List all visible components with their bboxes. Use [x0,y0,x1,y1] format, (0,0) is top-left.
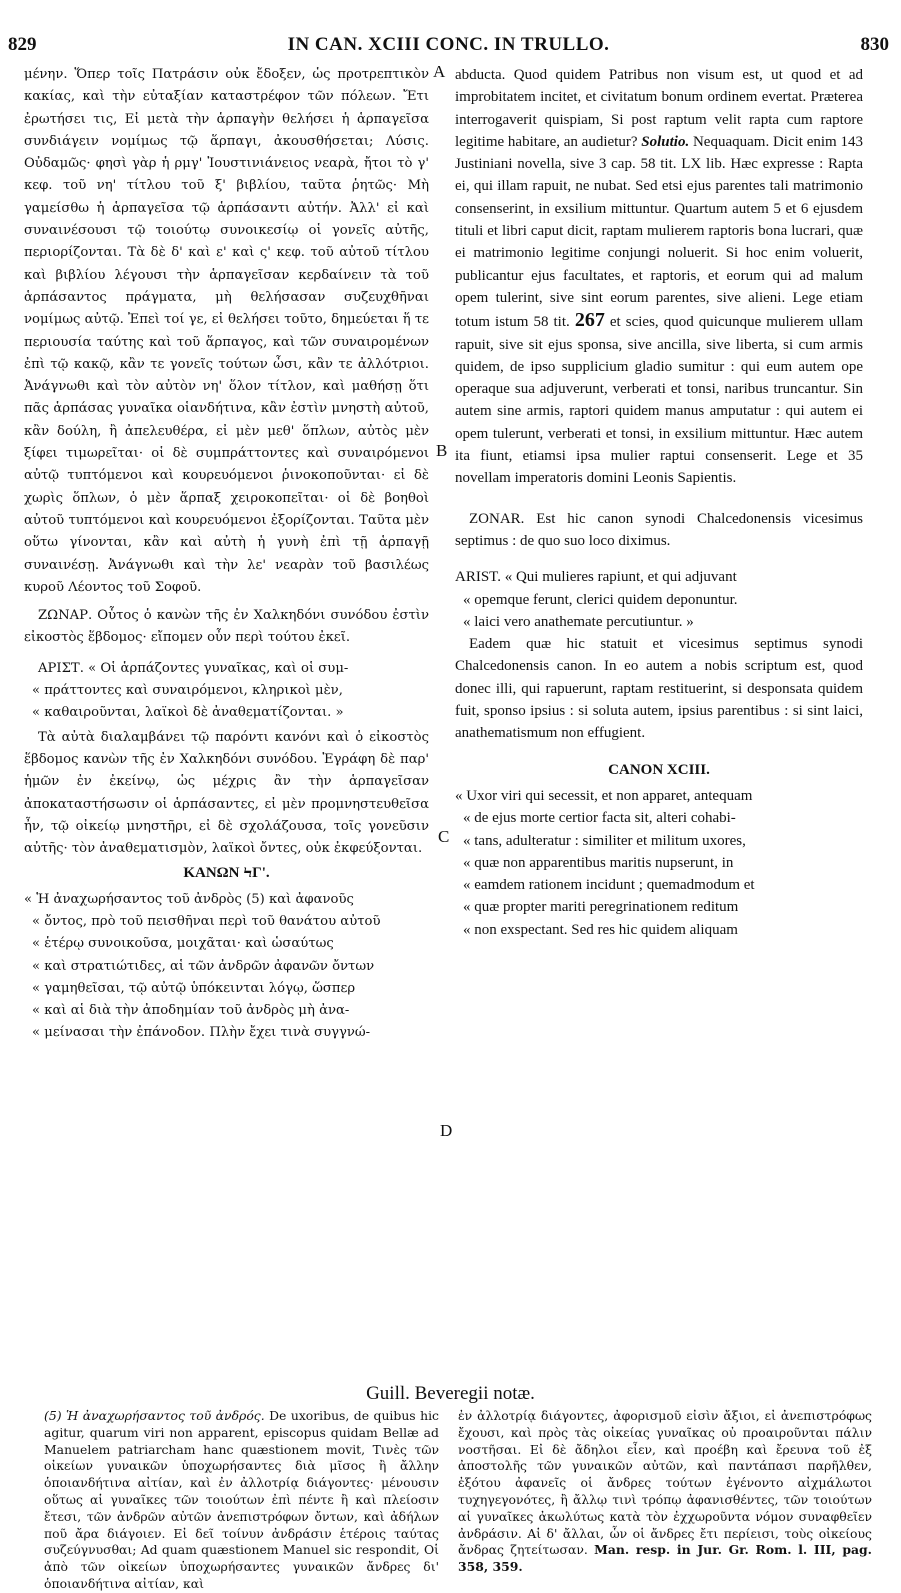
page-number-right: 830 [860,34,889,55]
latin-canon-line: « quæ propter mariti peregrinationem reditum [463,899,739,916]
latin-commentary-part-2: Nequaquam. Dicit enim 143 Justiniani novella, sive 3 cap. 58 tit. LX lib. Hæc expresse : Rapta ei, qui illam rapuit, ne nubat. Sed etsi ejus parentes tali matrimonio consenserint, in exsilium mittuntur. Quartum autem 5 et 6 ejusdem tituli et libri caput dicit, raptam mulierem raptoris bona lucrari, quæ ei matrimonio legitime conjungi noluerit. Si hoc enim voluerit, publicantur ejus facultates, et raptoris, et eorum qui ad malum opem tulerint, sive sint eorum parentes, sive alieni. Lege etiam totum istum 58 tit. [455,133,863,331]
greek-aristenus-line: « πράττοντες καὶ συναιρόμενοι, κληρικοὶ μὲν, [32,683,343,699]
greek-aristenus-commentary: Τὰ αὐτὰ διαλαμβάνει τῷ παρόντι κανόνι καὶ ὁ εἰκοστὸς ἕβδομος κανὼν τῆς ἐν Χαλκηδόνι συνόδου. Ἐγράφη δὲ παρ' ἡμῶν ἐν ἐκείνῳ, ὡς μέχρις ἂν τὴν ἁρπαγεῖσαν ἀποκαταστήσωσιν οἱ ἁρπάσαντες, εἰ μὲν προμνηστευθεῖσα ἦν, τῷ οἰκείῳ μνηστῆρι, εἰ δὲ σχολάζουσα, τοῖς γονεῦσιν αὐτῆς· τὸν ἀναθεματισμὸν, λαϊκοὶ ὄντες, οὐκ ἐκφεύξονται. [24,729,429,857]
notes-right-column [458,1408,872,1576]
latin-aristenus-line: « opemque ferunt, clerici quidem deponuntur. [463,591,738,608]
latin-canon-line: « Uxor viri qui secessit, et non apparet, antequam [455,787,753,804]
margin-letter-c: C [438,827,450,846]
solutio-label: Solutio. [641,133,690,150]
latin-commentary-part-1: abducta. Quod quidem Patribus non visum est, ut quod et ad improbitatem incitet, et civitatum bonum ordinem evertat. Præterea interrogaverit quispiam, Si post raptum velit rapta cum raptore legitime habitare, an audietur? [455,67,863,150]
latin-canon-line: « quæ non apparentibus maritis nupserunt, in [463,854,734,871]
inline-page-number: 267 [574,309,605,332]
note-label: (5) Ἡ ἀναχωρήσαντος τοῦ ἀνδρός. [44,1408,265,1423]
greek-commentary: μένην. Ὅπερ τοῖς Πατράσιν οὐκ ἔδοξεν, ὡς προτρεπτικὸν κακίας, καὶ τὴν εὐταξίαν καταστρέφον τῶν πόλεων. Ἔτι ἐρωτήσει τις, Εἰ μετὰ τὴν ἁρπαγὴν θελήσει ἡ ἁρπαγεῖσα συνδιάγειν νομίμως τῷ ἅρπαγι, ἀκουσθήσεται; Λύσις. Οὐδαμῶς· φησὶ γὰρ ἡ ρμγ' Ἰουστινιάνειος νεαρὰ, ἤτοι τὸ γ' κεφ. τοῦ νη' τίτλου τοῦ ξ' βιβλίου, ταῦτα ῥητῶς· Μὴ γαμείσθω ἡ ἁρπαγεῖσα τῷ ἁρπάσαντι αὐτήν. Ἀλλ' εἰ καὶ συναινέσουσι τῷ τοιούτῳ συνοικεσίῳ οἱ γονεῖς αὐτῆς, περιορίζονται. Τὰ δὲ δ' καὶ ε' καὶ ς' κεφ. τοῦ αὐτοῦ τίτλου καὶ βιβλίου λέγουσι τὴν ἁρπαγεῖσαν κερδαίνειν τὰ τοῦ ἁρπάσαντος πράγματα, μὴ θελήσασαν συζευχθῆναι νομίμως αὐτῷ. Ἐπεὶ τοί γε, εἰ θελήσει τοῦτο, δημεύεται ἥ τε περιουσία ταύτης καὶ τοῦ ἅρπαγος, καὶ τῶν συναιρομένων ἐπὶ τῷ κακῷ, κἂν τε γονεῖς τούτων ὦσι, κἂν τε ἀλλότριοι. Ἀνάγνωθι καὶ τὸν αὐτὸν νη' ὅλον τίτλον, καὶ μαθήσῃ ὅτι πᾶς ἁρπάσας γυναῖκα οἱανδήτινα, κἂν ἐστὶν μνηστὴ αὐτοῦ, κἂν δούλη, ἢ ἀπελευθέρα, εἰ μὲν μεθ' ὅπλων, αὐτὸς μὲν ξίφει τιμωρεῖται· οἱ δὲ συμπράττοντες καὶ συναιρόμενοι αὐτῷ τυπτόμενοι καὶ κουρευόμενοι ῥινοκοποῦνται· εἰ δὲ χωρὶς ὅπλων, ὁ μὲν ἅρπαξ χειροκοπεῖται· οἱ δὲ βοηθοὶ αὐτοῦ τυπτόμενοι καὶ κουρευόμενοι ἐξορίζονται. Ταῦτα μὲν οὕτω γίνονται, κἂν καὶ αὐτὴ ἡ γυνὴ ἐπὶ τῇ ἁρπαγῇ συναινέσῃ. Ἀνάγνωθι καὶ τὴν λε' νεαρὰν τοῦ βασιλέως κυροῦ Λέοντος τοῦ Σοφοῦ. [24,67,429,595]
greek-aristenus-line: ΑΡΙΣΤ. « Οἱ ἁρπάζοντες γυναῖκας, καὶ οἱ συμ- [38,660,349,676]
greek-aristenus-line: « καθαιροῦνται, λαϊκοὶ δὲ ἀναθεματίζονται. » [32,705,344,721]
margin-letter-b: B [436,441,448,460]
greek-canon-line: « γαμηθεῖσαι, τῷ αὐτῷ ὑπόκεινται λόγῳ, ὥσπερ [32,980,356,996]
latin-commentary-part-3: et scies, quod quicunque mulierem ullam rapuit, sive sit ejus sponsa, sive ancilla, sive liberta, si cum armis quidem, de ipso supplicium gladio sumitur : qui eum autem ope operaque sua adjuverunt, verberati et tonsi, naribus truncantur. Sin autem sine armis, raptori quidem manus amputatur : qui autem ei opem tulerunt, verberati et tonsi, in exsilium mittuntur. Hæc autem ita fiunt, etiamsi ipsa mulier raptui consenserit. Lege et 35 novellam imperatoris domini Leonis Sapientis. [455,314,863,487]
page-number-left: 829 [8,34,37,55]
latin-canon-title: CANON XCIII. [608,761,710,778]
latin-commentary [455,64,863,490]
latin-canon-line: « de ejus morte certior facta sit, alteri cohabi- [463,810,736,827]
latin-aristenus-line: ARIST. « Qui mulieres rapiunt, et qui adjuvant [455,569,737,586]
latin-aristenus [455,566,863,633]
latin-aristenus-line: « laici vero anathemate percutiuntur. » [463,613,694,630]
running-title: IN CAN. XCIII CONC. IN TRULLO. [287,34,610,55]
greek-canon-line: « ὄντος, πρὸ τοῦ πεισθῆναι περὶ τοῦ θανάτου αὐτοῦ [32,913,381,929]
latin-canon-text [455,785,863,941]
latin-canon-line: « non exspectant. Sed res hic quidem aliquam [463,921,738,938]
greek-canon-title: ΚΑΝΩΝ ϞΓ'. [183,865,270,882]
latin-zonaras: ZONAR. Est hic canon synodi Chalcedonensis vicesimus septimus : de quo suo loco diximus. [455,510,863,549]
greek-zonaras: ΖΩΝΑΡ. Οὗτος ὁ κανὼν τῆς ἐν Χαλκηδόνι συνόδου ἐστὶν εἰκοστὸς ἕβδομος· εἴπομεν οὖν περὶ τούτου ἐκεῖ. [24,608,429,646]
running-header [8,34,889,64]
greek-aristenus [24,658,429,725]
note-left-text: De uxoribus, de quibus hic agitur, quarum viri non apparent, episcopus quidam Bellæ ad Manuelem patriarcham hanc quæstionem movit, Τινὲς τῶν οἰκείων γυναικῶν ὑποχωρήσαντες διὰ μῖσος ἢ ἄλλην ὁποιανδήτινα αἰτίαν, καὶ ἐν ἀλλοτρίᾳ διάγοντες· μένουσιν οὕτως αἱ γυναῖκες τῶν τοιούτων ἐπὶ πέντε ἢ καὶ πλείοσιν ἔτεσι, τῶν ἀνδρῶν αὐτῶν ἀνεπιστρόφων ὄντων, καὶ ἀδήλων ποῦ ἄρα διάγοιεν. Εἰ δεῖ τοίνυν ἀνδράσιν ἑτέροις ταύτας συζεύγνυσθαι; Ad quam quæstionem Manuel sic respondit, Οἱ ἀπὸ τῶν οἰκείων ὑποχωρήσαντες γυναικῶν ἄνδρες δι' ὁποιανδήτινα αἰτίαν, καὶ [44,1408,439,1591]
note-right-text: ἐν ἀλλοτρίᾳ διάγοντες, ἀφορισμοῦ εἰσὶν ἄξιοι, εἰ ἀνεπιστρόφως ἔχουσι, καὶ πρὸς τὰς οἰκείας γυναῖκας οὐ προαιροῦνται πάλιν νοστῆσαι. Εἰ δὲ ἄδηλοι εἶεν, καὶ προέβη καὶ ἔρευνα τοῦ ἐξ ἀποστολῆς τῶν γυναικῶν αὐτῶν, καὶ παντάπασι παρῆλθεν, ἐξότου ἀφανεῖς οἱ ἄνδρες τούτων ἐγένοντο αἰχμάλωτοι τυχηγεγονότες, ἢ ἄλλῳ τινὶ τρόπῳ ἀφανισθέντες, τῶν τοιούτων αἱ γυναῖκες ἀκωλύτως κατὰ τὸν ἐχχωροῦντα νόμον συναφθεῖεν ἀνδράσιν. Αἱ δ' ἄλλαι, ὧν οἱ ἄνδρες ἔτι περίεισι, τοὺς οἰκείους ἄνδρας ζητείτωσαν. [458,1408,872,1558]
latin-canon-line: « eamdem rationem incidunt ; quemadmodum et [463,877,755,894]
greek-column [24,64,429,1045]
latin-column [455,64,863,941]
greek-canon-text [24,889,429,1045]
note-reference: Man. resp. in Jur. Gr. Rom. l. III, pag. 358, 359. [458,1542,872,1575]
latin-aristenus-commentary: Eadem quæ hic statuit et vicesimus septimus synodi Chalcedonensis canon. In eo autem a nobis scriptum est, quod donec illi, qui rapuerunt, raptam restituerint, si desponsata quidem fuit, sponso ipsius : si soluta autem, ipsius parentibus : si sint laici, anathematismum non effugient. [455,636,863,742]
greek-canon-line: « Ἡ ἀναχωρήσαντος τοῦ ἀνδρὸς (5) καὶ ἀφανοῦς [24,891,354,907]
margin-letter-a: A [433,62,446,81]
notes-title: Guill. Beveregii notæ. [366,1383,535,1404]
latin-canon-line: « tans, adulteratur : similiter et militum uxores, [463,832,746,849]
greek-canon-line: « καὶ αἱ διὰ τὴν ἀποδημίαν τοῦ ἀνδρὸς μὴ ἀνα- [32,1003,350,1019]
notes-left-column [44,1408,439,1593]
margin-letter-d: D [440,1121,453,1140]
greek-canon-line: « ἑτέρῳ συνοικοῦσα, μοιχᾶται· καὶ ὡσαύτως [32,936,334,952]
greek-canon-line: « καὶ στρατιώτιδες, αἱ τῶν ἀνδρῶν ἀφανῶν ὄντων [32,958,375,974]
greek-canon-line: « μείνασαι τὴν ἐπάνοδον. Πλὴν ἔχει τινὰ συγγνώ- [32,1025,371,1041]
